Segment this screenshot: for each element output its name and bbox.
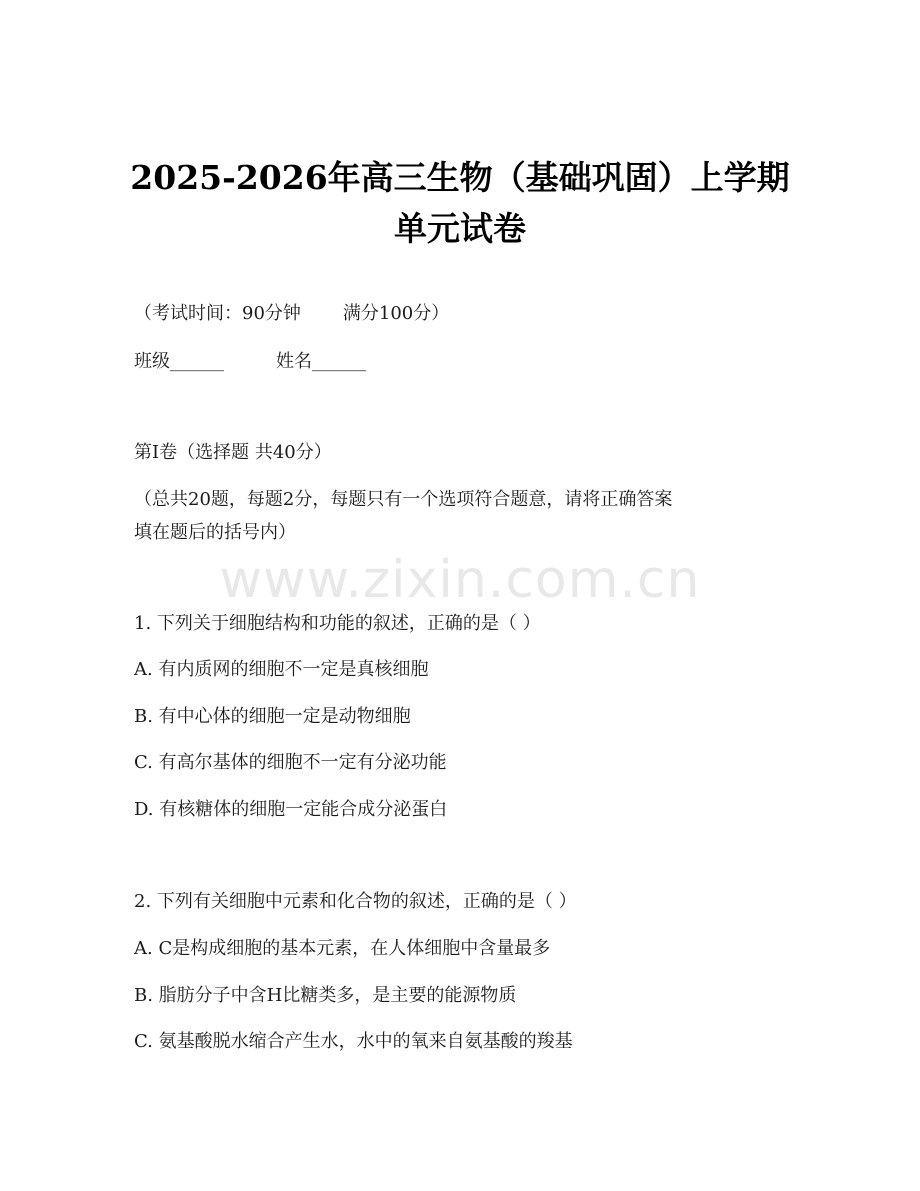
section-heading: 第I卷（选择题 共40分） [134, 442, 332, 463]
student-info-line [134, 350, 366, 374]
exam-title-line-1: 2025-2026年高三生物（基础巩固）上学期 [130, 158, 790, 197]
exam-title-line-2: 单元试卷 [394, 209, 526, 248]
section-instruction-line-1: （总共20题，每题2分，每题只有一个选项符合题意，请将正确答案 [134, 489, 673, 510]
name-field[interactable]: 姓名______ [276, 351, 366, 372]
question-stem: 2. 下列有关细胞中元素和化合物的叙述，正确的是（ ） [134, 891, 577, 912]
watermark: www.zixin.com.cn [219, 550, 701, 610]
option-c: C. 氨基酸脱水缩合产生水，水中的氧来自氨基酸的羧基 [134, 1031, 573, 1052]
section-instruction-line-2: 填在题后的括号内） [134, 522, 296, 543]
exam-time: （考试时间：90分钟 [134, 303, 301, 324]
option-c: C. 有高尔基体的细胞不一定有分泌功能 [134, 752, 447, 773]
class-field[interactable]: 班级______ [134, 351, 224, 372]
option-b: B. 有中心体的细胞一定是动物细胞 [134, 706, 411, 727]
option-a: A. C是构成细胞的基本元素，在人体细胞中含量最多 [134, 938, 551, 959]
exam-total-score: 满分100分） [342, 303, 450, 324]
exam-info-line [134, 302, 449, 326]
option-d: D. 有核糖体的细胞一定能合成分泌蛋白 [134, 799, 448, 820]
option-b: B. 脂肪分子中含H比糖类多，是主要的能源物质 [134, 985, 517, 1006]
question-stem: 1. 下列关于细胞结构和功能的叙述，正确的是（ ） [134, 613, 541, 634]
option-a: A. 有内质网的细胞不一定是真核细胞 [134, 659, 429, 680]
